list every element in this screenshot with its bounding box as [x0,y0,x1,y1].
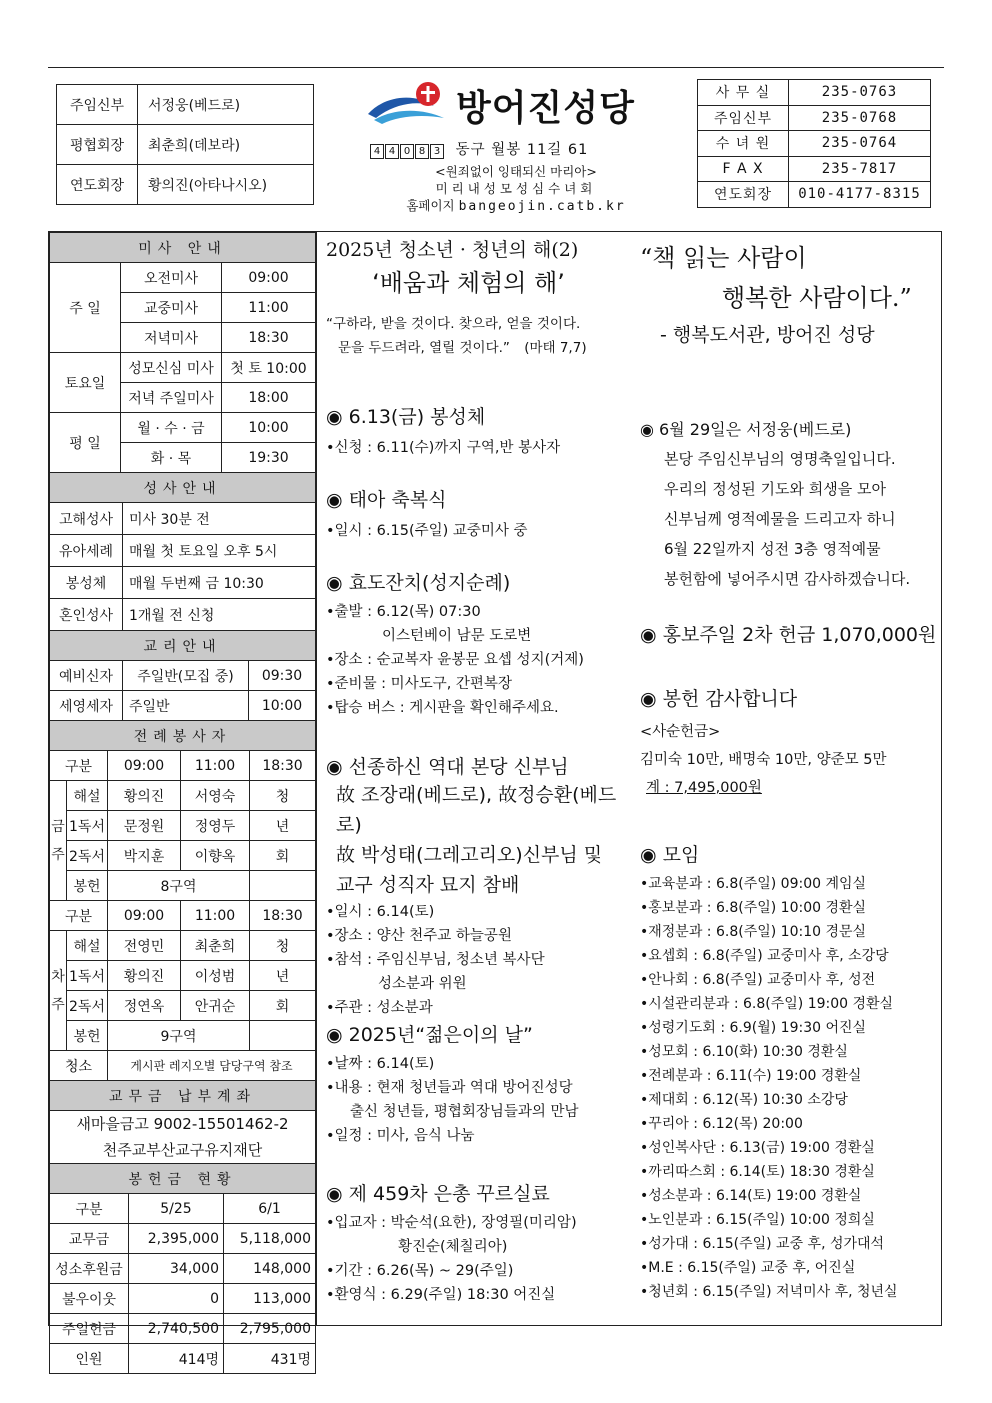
patron: <원죄없이 잉태되신 마리아> [435,164,597,179]
meeting-item: •성인복사단 : 6.13(금) 19:00 경환실 [640,1140,875,1156]
mass-name: 저녁 주일미사 [121,383,222,413]
mass-time: 첫 토 10:00 [222,353,316,383]
year-theme [326,236,631,360]
mass-time: 10:00 [222,413,316,443]
section-title: ◉ 봉헌 감사합니다 [640,688,798,710]
doctrine-title: 교리안내 [50,631,316,661]
section-pilgrimage [326,570,631,720]
offering-value: 414명 [129,1344,224,1374]
section-meetings [640,842,940,1304]
sacrament-time: 미사 30분 전 [123,503,316,535]
meeting-item: •홍보분과 : 6.8(주일) 10:00 경환실 [640,900,867,916]
section-line: 황진순(체칠리아) [398,1239,508,1255]
zip-digit: 3 [430,144,444,159]
server-head: 09:00 [108,751,181,781]
section-line: •준비물 : 미사도구, 간편복장 [326,676,512,692]
section-line: •내용 : 현재 청년들과 역대 방어진성당 [326,1080,573,1096]
sacrament-name: 유아세례 [50,535,123,567]
server-role: 해설 [67,781,108,811]
staff-row [57,125,314,165]
phone-row [698,80,931,106]
meeting-item: •요셉회 : 6.8(주일) 교중미사 후, 소강당 [640,948,889,964]
parish-info [356,163,676,215]
server-role: 봉헌 [67,1021,108,1051]
meeting-item: •안나회 : 6.8(주일) 교중미사 후, 성전 [640,972,876,988]
section-youth-day [326,1022,631,1148]
account-title: 교무금 납부계좌 [50,1081,316,1111]
staff-name: 최춘희(데보라) [138,125,314,165]
phone-label: 주임신부 [698,105,789,131]
sacrament-table [49,472,316,631]
offering-value: 148,000 [224,1254,316,1284]
meeting-item: •성가대 : 6.15(주일) 교중 후, 성가대석 [640,1236,885,1252]
section-title: ◉ 효도잔치(성지순례) [326,572,511,594]
phone-label: 연도회장 [698,182,789,208]
section-title: ◉ 선종하신 역대 본당 신부님 [326,756,569,778]
sidebar [49,232,316,1374]
quote-source: - 행복도서관, 방어진 성당 [660,324,875,346]
offering-label: 성소후원금 [50,1254,129,1284]
meeting-item: •성모회 : 6.10(화) 10:30 경환실 [640,1044,848,1060]
quote-line: 행복한 사람이다.” [722,284,912,312]
server-name: 서영숙 [181,781,250,811]
staff-role: 평협회장 [57,125,138,165]
offering-value: 0 [129,1284,224,1314]
mass-time: 09:00 [222,263,316,293]
staff-role: 주임신부 [57,85,138,125]
staff-row [57,85,314,125]
section-line: 6월 22일까지 성전 3층 영적예물 [664,540,881,558]
offering-head: 6/1 [224,1194,316,1224]
staff-name: 황의진(아타나시오) [138,165,314,205]
doctrine-time: 09:30 [249,661,316,691]
section-cursillo [326,1181,631,1307]
server-name: 안귀순 [181,991,250,1021]
top-rule [48,67,944,68]
parish-title: 방어진성당 [456,88,635,129]
section-line: •주관 : 성소분과 [326,1000,433,1016]
meeting-item: •노인분과 : 6.15(주일) 10:00 정희실 [640,1212,875,1228]
server-name: 문정원 [108,811,181,841]
offering-value: 2,395,000 [129,1224,224,1254]
mass-time: 11:00 [222,293,316,323]
phone-number: 235-0768 [789,105,931,131]
server-youth: 청 [250,781,316,811]
verse-line-2 [326,336,631,360]
sacrament-time: 1개월 전 신청 [123,599,316,631]
section-line: •일시 : 6.15(주일) 교중미사 중 [326,523,528,539]
phone-number: 235-0763 [789,80,931,106]
meeting-item: •제대회 : 6.12(목) 10:30 소강당 [640,1092,848,1108]
section-line: 이스턴베이 남문 도로변 [382,628,532,644]
mass-time: 18:30 [222,323,316,353]
sacrament-time: 매월 두번째 금 10:30 [123,567,316,599]
this-week-label: 금주 [50,781,67,901]
homepage [356,197,676,215]
saturday-label: 토요일 [50,353,121,413]
doctrine-group: 세영세자 [50,691,123,721]
mass-name: 교중미사 [121,293,222,323]
section-line: <사순헌금> [640,724,721,740]
section-line: •신청 : 6.11(수)까지 구역,반 봉사자 [326,440,561,456]
server-role: 1독서 [67,961,108,991]
section-line: •일시 : 6.14(토) [326,904,435,920]
column-divider [316,232,317,1326]
server-role: 봉헌 [67,871,108,901]
zip-digit: 4 [370,144,384,159]
phone-row [698,182,931,208]
phone-label: 사 무 실 [698,80,789,106]
server-name: 정영두 [181,811,250,841]
next-week-label: 차주 [50,931,67,1051]
verse-line: “구하라, 받을 것이다. 찾으라, 얻을 것이다. [326,316,581,332]
section-thanks [640,686,940,800]
server-head: 18:30 [250,751,316,781]
section-line: 본당 주임신부님의 영명축일입니다. [664,450,896,468]
section-title: ◉ 태아 축복식 [326,489,447,511]
server-head: 11:00 [181,901,250,931]
server-role: 해설 [67,931,108,961]
server-name: 전영민 [108,931,181,961]
parish-header [364,78,664,128]
meeting-item: •성소분과 : 6.14(토) 19:00 경환실 [640,1188,862,1204]
phone-number: 235-7817 [789,156,931,182]
year-title: 2025년 청소년 · 청년의 해(2) [326,239,579,261]
section-feast [640,418,940,594]
server-role: 2독서 [67,841,108,871]
homepage-label: 홈페이지 [406,198,455,213]
server-title: 전례봉사자 [50,721,316,751]
server-youth: 년 [250,811,316,841]
offering-value: 2,795,000 [224,1314,316,1344]
account-number: 새마을금고 9002-15501462-2 [76,1115,289,1133]
server-name: 황의진 [108,961,181,991]
server-name: 이향옥 [181,841,250,871]
account-info [50,1111,316,1164]
phone-row [698,131,931,157]
server-role: 2독서 [67,991,108,1021]
offering-label: 인원 [50,1344,129,1374]
server-youth: 회 [250,841,316,871]
section-title: ◉ 모임 [640,844,700,866]
server-head: 18:30 [250,901,316,931]
mass-name: 오전미사 [121,263,222,293]
doctrine-table [49,630,316,721]
verse [326,312,631,360]
mass-title: 미사 안내 [50,233,316,263]
section-line: •환영식 : 6.29(주일) 18:30 어진실 [326,1287,556,1303]
mass-name: 월 · 수 · 금 [121,413,222,443]
thanks-total: 계 : 7,495,000원 [646,780,762,796]
offering-value: 113,000 [224,1284,316,1314]
account-table [49,1080,316,1164]
server-name: 이성범 [181,961,250,991]
section-line: 김미숙 10만, 배명숙 10만, 양준모 5만 [640,752,887,768]
phone-number: 235-0764 [789,131,931,157]
section-line: •일정 : 미사, 음식 나눔 [326,1128,475,1144]
sacrament-time: 매월 첫 토요일 오후 5시 [123,535,316,567]
offering-label: 불우이웃 [50,1284,129,1314]
zip-digit: 0 [400,144,414,159]
doctrine-time: 10:00 [249,691,316,721]
sacrament-title: 성사안내 [50,473,316,503]
section-subtitle: 故 박성태(그레고리오)신부님 및 [336,844,603,866]
doctrine-class: 주일반 [123,691,249,721]
cleaning-label: 청소 [50,1051,108,1081]
section-title: ◉ 제 459차 은총 꾸르실료 [326,1183,550,1205]
meeting-list [640,872,940,1304]
server-head: 11:00 [181,751,250,781]
meeting-item: •성령기도회 : 6.9(월) 19:30 어진실 [640,1020,867,1036]
verse-text: 문을 두드려라, 열릴 것이다.” [338,340,510,356]
server-head: 09:00 [108,901,181,931]
staff-table [56,84,314,205]
offer-zone: 9구역 [108,1021,250,1051]
phone-number: 010-4177-8315 [789,182,931,208]
meeting-item: •전례분과 : 6.11(수) 19:00 경환실 [640,1068,862,1084]
server-youth: 년 [250,961,316,991]
offering-value: 2,740,500 [129,1314,224,1344]
phone-row [698,156,931,182]
section-subtitle: 故 조장래(베드로), 故정승환(베드로) [336,784,617,836]
meeting-item: •M.E : 6.15(주일) 교중 후, 어진실 [640,1260,856,1276]
staff-row [57,165,314,205]
sacrament-name: 봉성체 [50,567,123,599]
offering-value: 34,000 [129,1254,224,1284]
section-second-collection [640,622,940,648]
section-line: •탑승 버스 : 게시판을 확인해주세요. [326,700,559,716]
meeting-item: •까리따스회 : 6.14(토) 18:30 경환실 [640,1164,875,1180]
address-text: 동구 월봉 11길 61 [455,142,589,158]
server-head: 구분 [50,751,108,781]
sacrament-name: 고해성사 [50,503,123,535]
address [370,138,588,159]
server-name: 황의진 [108,781,181,811]
server-youth: 청 [250,931,316,961]
section-title: ◉ 6월 29일은 서정웅(베드로) [640,420,852,439]
mass-table [49,232,316,473]
section-line: •기간 : 6.26(목) ~ 29(주일) [326,1263,514,1279]
offering-label: 주일헌금 [50,1314,129,1344]
section-line: 신부님께 영적예물을 드리고자 하니 [664,510,896,528]
section-sick-communion [326,404,631,460]
sacrament-name: 혼인성사 [50,599,123,631]
mass-name: 저녁미사 [121,323,222,353]
offering-title: 봉헌금 현황 [50,1164,316,1194]
server-name: 최춘희 [181,931,250,961]
theme-title: ‘배움과 체험의 해’ [372,269,565,297]
server-name: 정연옥 [108,991,181,1021]
offering-value: 5,118,000 [224,1224,316,1254]
section-line: 우리의 정성된 기도와 희생을 모아 [664,480,886,498]
offer-zone: 8구역 [108,871,250,901]
section-line: •참석 : 주임신부님, 청소년 복사단 [326,952,545,968]
offering-label: 교무금 [50,1224,129,1254]
section-line: 봉헌함에 넣어주시면 감사하겠습니다. [664,570,911,588]
weekday-label: 평 일 [50,413,121,473]
section-line: •입교자 : 박순석(요한), 장영필(미리암) [326,1215,577,1231]
reading-quote [640,238,940,352]
section-subtitle: 교구 성직자 묘지 참배 [336,874,520,896]
phone-table [697,79,931,208]
section-line: 성소분과 위원 [378,976,467,992]
account-holder: 천주교부산교구유지재단 [102,1141,263,1159]
section-title: ◉ 2025년“젊은이의 날” [326,1024,533,1046]
mass-time: 19:30 [222,443,316,473]
offering-value: 431명 [224,1344,316,1374]
meeting-item: •꾸리아 : 6.12(목) 20:00 [640,1116,803,1132]
zip-digit: 4 [385,144,399,159]
section-title: ◉ 홍보주일 2차 헌금 1,070,000원 [640,624,937,646]
zip-digit: 8 [415,144,429,159]
nuns: 미리내성모성심수녀회 [435,181,597,196]
section-line: 출신 청년들, 평협회장님들과의 만남 [350,1104,579,1120]
cleaning-note: 게시판 레지오별 담당구역 참조 [108,1051,316,1081]
meeting-item: •시설관리분과 : 6.8(주일) 19:00 경환실 [640,996,894,1012]
offering-head: 구분 [50,1194,129,1224]
phone-row [698,105,931,131]
parish-logo-icon [364,78,454,128]
quote-line: “책 읽는 사람이 [640,244,807,272]
section-line: •장소 : 양산 천주교 하늘공원 [326,928,512,944]
staff-role: 연도회장 [57,165,138,205]
server-name: 박지훈 [108,841,181,871]
server-youth: 회 [250,991,316,1021]
server-head: 구분 [50,901,108,931]
homepage-link[interactable]: bangeojin.catb.kr [458,199,626,214]
sunday-label: 주 일 [50,263,121,353]
server-table [49,720,316,1081]
doctrine-group: 예비신자 [50,661,123,691]
section-title: ◉ 6.13(금) 봉성체 [326,406,486,428]
meeting-item: •교육분과 : 6.8(주일) 09:00 계임실 [640,876,867,892]
mass-name: 화 · 목 [121,443,222,473]
verse-ref: (마태 7,7) [524,340,587,356]
offering-head: 5/25 [129,1194,224,1224]
offering-table [49,1163,316,1374]
meeting-item: •재정분과 : 6.8(주일) 10:10 경문실 [640,924,867,940]
meeting-item: •청년회 : 6.15(주일) 저녁미사 후, 청년실 [640,1284,898,1300]
feast-body [640,444,940,594]
mass-time: 18:00 [222,383,316,413]
phone-label: 수 녀 원 [698,131,789,157]
server-role: 1독서 [67,811,108,841]
mass-name: 성모신심 미사 [121,353,222,383]
section-line: •장소 : 순교복자 윤봉문 요셉 성지(거제) [326,652,584,668]
staff-name: 서정웅(베드로) [138,85,314,125]
section-fetus-blessing [326,487,631,543]
phone-label: F A X [698,156,789,182]
doctrine-class: 주일반(모집 중) [123,661,249,691]
section-cemetery-visit [326,754,631,1020]
section-line: •날짜 : 6.14(토) [326,1056,435,1072]
section-line: •출발 : 6.12(목) 07:30 [326,604,481,620]
